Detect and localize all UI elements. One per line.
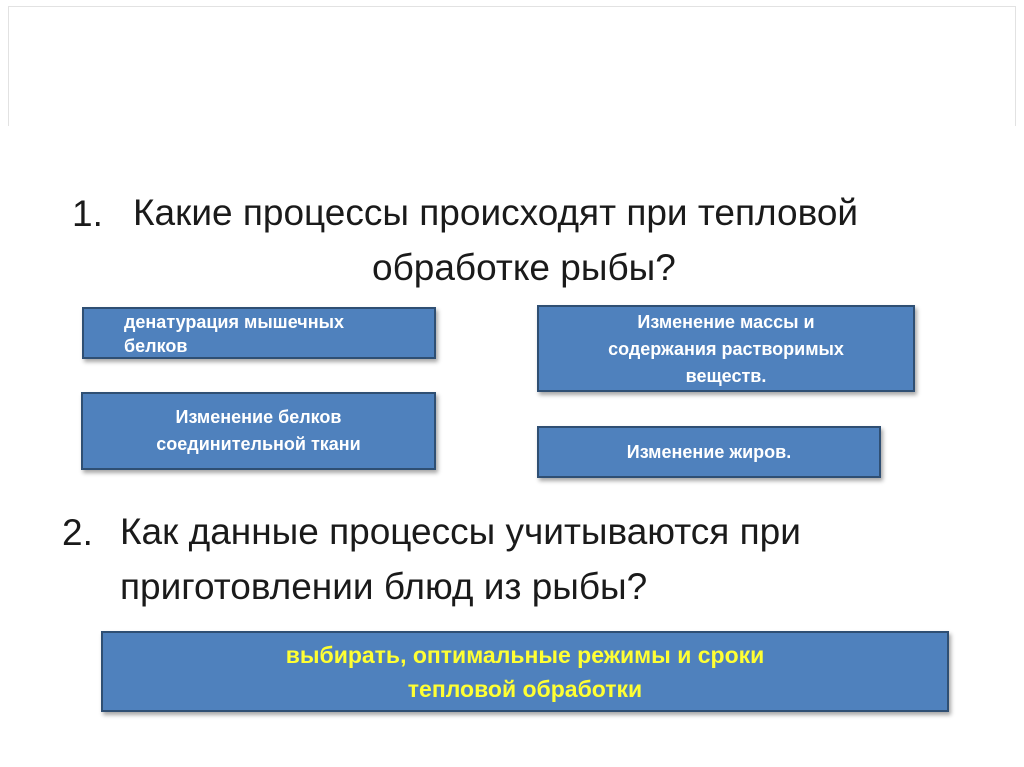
- box-connective-tissue: [81, 392, 436, 470]
- box-mass-change: [537, 305, 915, 392]
- answer-line1: выбирать, оптимальные режимы и сроки: [285, 642, 765, 668]
- slide-frame-right: [1015, 6, 1016, 126]
- box-mass-change-line2: содержания растворимых: [608, 339, 844, 359]
- question2-line1: Как данные процессы учитываются при: [120, 511, 801, 552]
- box-denaturation-line1: денатурация мышечных: [124, 312, 344, 332]
- box-mass-change-line3: веществ.: [685, 366, 767, 386]
- box-denaturation: [82, 307, 436, 359]
- box-fats-line1: Изменение жиров.: [626, 442, 792, 462]
- question1-line1: Какие процессы происходят при тепловой: [133, 192, 859, 233]
- question1-number: 1.: [72, 193, 103, 234]
- answer-line2: тепловой обработки: [407, 676, 643, 702]
- question1-line2: обработке рыбы?: [372, 247, 676, 288]
- slide-frame-top: [8, 6, 1016, 7]
- box-connective-line1: Изменение белков: [175, 407, 342, 427]
- box-mass-change-line1: Изменение массы и: [637, 312, 815, 332]
- box-denaturation-line2: белков: [124, 336, 188, 356]
- question2-number: 2.: [62, 512, 93, 553]
- slide-frame-left: [8, 6, 9, 126]
- answer-box: [101, 631, 949, 712]
- box-fats: [537, 426, 881, 478]
- question2-line2: приготовлении блюд из рыбы?: [120, 566, 648, 607]
- box-connective-line2: соединительной ткани: [156, 434, 361, 454]
